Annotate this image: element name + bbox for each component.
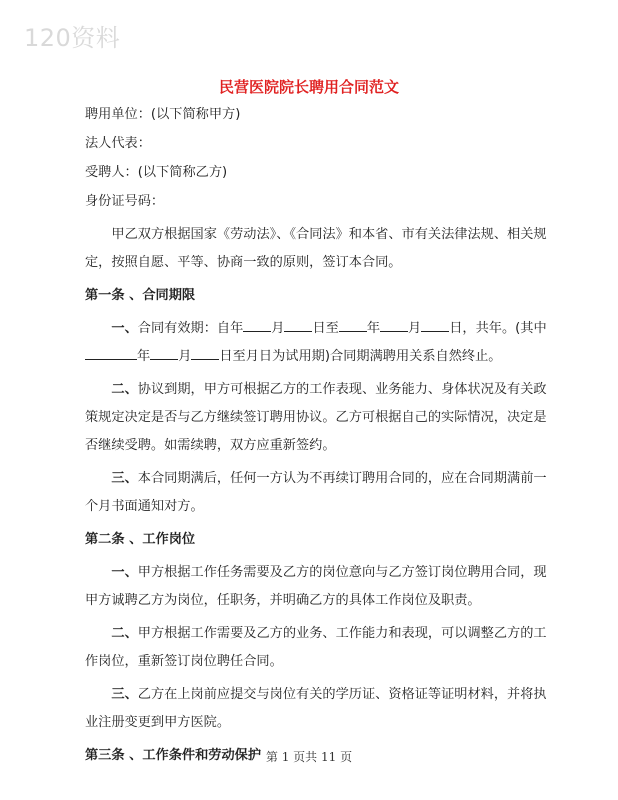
term-text-2: 月 [271,321,285,336]
section2-paragraph-3 [85,681,555,737]
term-text-7: 年 [137,349,151,364]
term-text-3: 日至 [312,321,339,336]
blank-line [191,346,219,360]
contract-body [85,100,555,775]
field-employer: 聘用单位：(以下简称甲方) [85,107,241,122]
paragraph-text: 甲方根据工作任务需要及乙方的岗位意向与乙方签订岗位聘用合同，现甲方诚聘乙方为岗位，任职务，并明确乙方的具体工作岗位及职责。 [85,565,547,608]
watermark: 120资料 [24,24,121,52]
blank-line [284,318,312,332]
blank-line [339,318,367,332]
paragraph-lead: 二、 [111,626,138,641]
section1-paragraph-3 [85,465,555,521]
section2-paragraph-2 [85,620,555,676]
section1-heading: 第一条 、合同期限 [85,288,196,303]
section1-term-paragraph [85,315,555,371]
blank-line [243,318,271,332]
section2-paragraph-1 [85,559,555,615]
document-title: 民营医院院长聘用合同范文 [218,78,399,96]
term-text-6: 日，共年。(其中 [449,321,547,336]
paragraph-lead: 一、 [111,565,138,580]
paragraph-lead: 二、 [111,382,138,397]
blank-line [380,318,408,332]
term-text-1: 合同有效期：自年 [137,321,244,336]
paragraph-text: 乙方在上岗前应提交与岗位有关的学历证、资格证等证明材料，并将执业注册变更到甲方医院。 [85,687,547,730]
section1-term-lead: 一、 [111,321,138,336]
term-text-4: 年 [366,321,381,336]
section3-heading: 第三条 、工作条件和劳动保护 [85,748,262,763]
blank-line [111,346,137,360]
paragraph-lead: 三、 [111,687,138,702]
field-id-number: 身份证号码： [85,194,165,209]
paragraph-text: 甲方根据工作需要及乙方的业务、工作能力和表现，可以调整乙方的工作岗位，重新签订岗位聘任合同。 [85,626,547,669]
term-text-8: 月 [178,349,192,364]
field-legal-rep: 法人代表： [85,136,151,151]
blank-line [150,346,178,360]
term-text-9: 日至月日为试用期)合同期满聘用关系自然终止。 [219,349,502,364]
paragraph-lead: 三、 [111,471,138,486]
field-employee: 受聘人：(以下简称乙方) [85,165,228,180]
paragraph-text: 本合同期满后，任何一方认为不再续订聘用合同的，应在合同期满前一个月书面通知对方。 [85,471,547,514]
term-text-5: 月 [408,321,422,336]
intro-paragraph: 甲乙双方根据国家《劳动法》、《合同法》和本省、市有关法律法规、相关规定，按照自愿、平等、协商一致的原则，签订本合同。 [85,227,547,270]
section2-heading: 第二条 、工作岗位 [85,532,196,547]
paragraph-text: 协议到期，甲方可根据乙方的工作表现、业务能力、身体状况及有关政策规定决定是否与乙方继续签订聘用协议。乙方可根据自己的实际情况，决定是否继续受聘。如需续聘，双方应重新签约。 [85,382,547,453]
blank-line [421,318,449,332]
section1-paragraph-2 [85,376,555,460]
blank-line [85,346,111,360]
page-footer: 第 1 页共 11 页 [265,750,353,764]
